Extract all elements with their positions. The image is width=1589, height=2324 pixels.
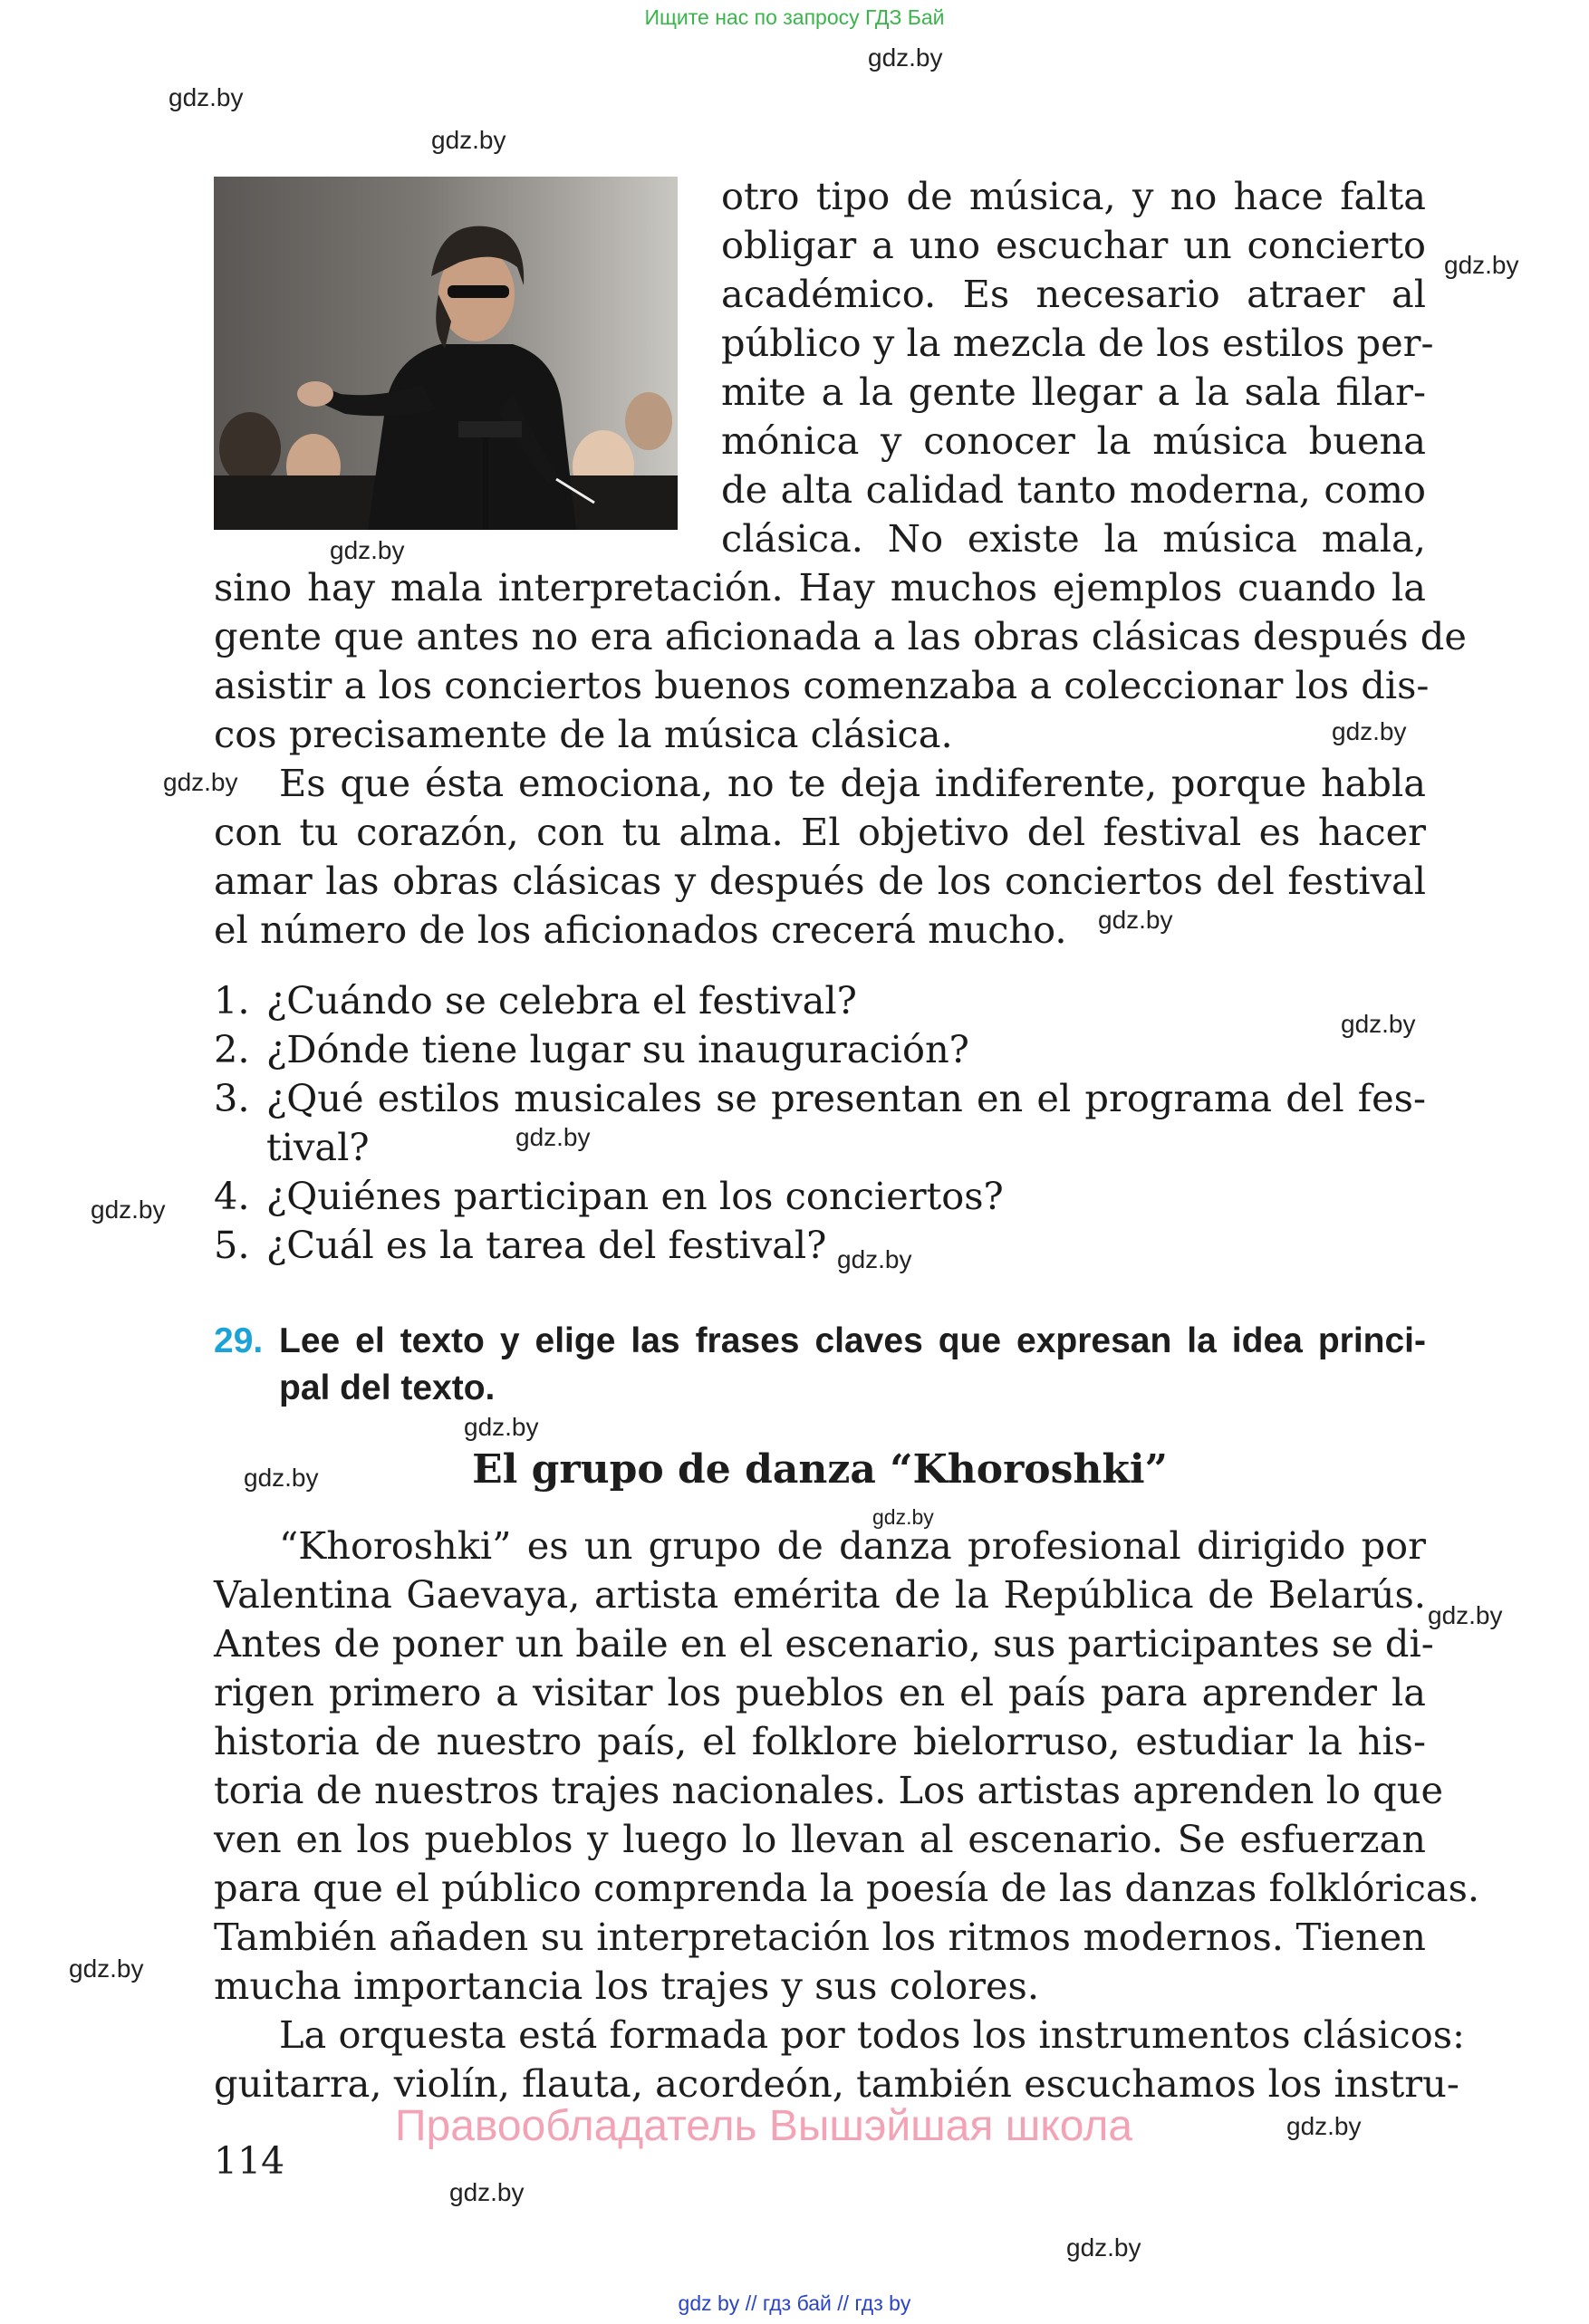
text-line: historia de nuestro país, el folklore bielorruso, estudiar la his-: [214, 1719, 1426, 1763]
question-text: ¿Dónde tiene lugar su inauguración?: [266, 1027, 969, 1071]
watermark: gdz.by: [1098, 906, 1173, 934]
question-item: [214, 976, 1426, 1025]
question-text: ¿Cuál es la tarea del festival?: [266, 1223, 827, 1267]
conductor-image: [214, 177, 678, 530]
text-line: clásica. No existe la música mala,: [721, 516, 1426, 561]
rights-notice: Правообладатель Вышэйшая школа: [395, 2102, 1133, 2150]
task-text: Lee el texto y elige las frases claves que expresan la idea princi-: [279, 1321, 1426, 1360]
watermark: gdz.by: [69, 1954, 144, 1983]
task-29: [214, 1318, 1426, 1412]
question-item: [214, 1025, 1426, 1074]
text-line: otro tipo de música, y no hace falta: [721, 174, 1426, 218]
watermark: gdz.by: [1066, 2233, 1141, 2262]
article-title: El grupo de danza “Khoroshki”: [472, 1446, 1168, 1493]
conductor-photo: [214, 177, 678, 530]
text-line: asistir a los conciertos buenos comenzaba a coleccionar los dis-: [214, 663, 1430, 707]
watermark: gdz.by: [1428, 1601, 1503, 1629]
text-line: para que el público comprenda la poesía de las danzas folklóricas.: [214, 1866, 1480, 1910]
text-line: rigen primero a visitar los pueblos en el país para aprender la: [214, 1670, 1426, 1714]
text-line: académico. Es necesario atraer al: [721, 272, 1426, 316]
question-item: [214, 1172, 1426, 1221]
intro-paragraph: [721, 172, 1434, 563]
question-number: 5.: [214, 1223, 250, 1267]
watermark: gdz.by: [244, 1464, 319, 1492]
task-text: pal del texto.: [279, 1368, 496, 1407]
watermark: gdz.by: [1341, 1010, 1416, 1038]
question-number: 3.: [214, 1076, 250, 1120]
watermark: gdz.by: [163, 768, 238, 796]
text-line: La orquesta está formada por todos los instrumentos clásicos:: [279, 2012, 1466, 2057]
text-line: obligar a uno escuchar un concierto: [721, 223, 1426, 267]
watermark: gdz.by: [330, 536, 405, 564]
text-line: mónica y conocer la música buena: [721, 418, 1426, 463]
question-item: [214, 1074, 1426, 1172]
text-line: mite a la gente llegar a la sala filar-: [721, 370, 1426, 414]
watermark: gdz.by: [464, 1413, 539, 1441]
text-line: cos precisamente de la música clásica.: [214, 712, 953, 756]
question-text: tival?: [266, 1125, 370, 1169]
task-number: 29.: [214, 1321, 264, 1360]
question-list: [214, 976, 1426, 1270]
watermark: gdz.by: [449, 2178, 525, 2206]
watermark: gdz.by: [1286, 2112, 1362, 2140]
top-banner[interactable]: Ищите нас по запросу ГДЗ Бай: [644, 5, 945, 29]
watermark: gdz.by: [837, 1245, 912, 1273]
text-line: gente que antes no era aficionada a las obras clásicas después de: [214, 614, 1467, 658]
watermark: gdz.by: [1444, 251, 1519, 279]
question-text: ¿Cuándo se celebra el festival?: [266, 978, 857, 1023]
text-line: amar las obras clásicas y después de los conciertos del festival: [214, 859, 1426, 903]
text-line: mucha importancia los trajes y sus colores.: [214, 1964, 1040, 2008]
text-line: con tu corazón, con tu alma. El objetivo del festival es hacer: [214, 810, 1426, 854]
question-number: 2.: [214, 1027, 250, 1071]
question-item: [214, 1221, 1426, 1270]
text-line: el número de los aficionados crecerá mucho.: [214, 908, 1067, 952]
paragraph-emotion: [214, 759, 1426, 955]
question-text: ¿Qué estilos musicales se presentan en el programa del fes-: [266, 1076, 1426, 1120]
watermark: gdz.by: [1332, 717, 1407, 745]
text-line: Es que ésta emociona, no te deja indiferente, porque habla: [279, 761, 1426, 805]
watermark: gdz.by: [169, 83, 244, 111]
text-line: toria de nuestros trajes nacionales. Los artistas aprenden lo que: [214, 1768, 1443, 1812]
watermark: gdz.by: [91, 1196, 166, 1224]
text-line: de alta calidad tanto moderna, como: [721, 467, 1426, 512]
text-line: guitarra, violín, flauta, acordeón, también escuchamos los instru-: [214, 2061, 1459, 2106]
footer-links[interactable]: gdz by // гдз бай // гдз by: [678, 2291, 911, 2315]
text-line: ven en los pueblos y luego lo llevan al escenario. Se esfuerzan: [214, 1817, 1426, 1861]
text-line: Antes de poner un baile en el escenario, sus participantes se di-: [214, 1621, 1434, 1666]
text-line: público y la mezcla de los estilos per-: [721, 321, 1434, 365]
paragraph-continuation: [214, 563, 1467, 759]
question-text: ¿Quiénes participan en los conciertos?: [266, 1174, 1004, 1218]
watermark: gdz.by: [515, 1123, 591, 1151]
watermark: gdz.by: [431, 126, 506, 154]
text-line: Valentina Gaevaya, artista emérita de la República de Belarús.: [214, 1572, 1426, 1617]
text-line: sino hay mala interpretación. Hay muchos ejemplos cuando la: [214, 565, 1426, 610]
page-number: 114: [214, 2139, 285, 2183]
watermark: gdz.by: [868, 43, 943, 72]
article-paragraph-2: [214, 2011, 1466, 2108]
question-number: 1.: [214, 978, 250, 1023]
text-line: También añaden su interpretación los ritmos modernos. Tienen: [214, 1915, 1426, 1959]
text-line: “Khoroshki” es un grupo de danza profesional dirigido por: [279, 1523, 1426, 1568]
question-number: 4.: [214, 1174, 250, 1218]
watermark: gdz.by: [872, 1505, 934, 1529]
